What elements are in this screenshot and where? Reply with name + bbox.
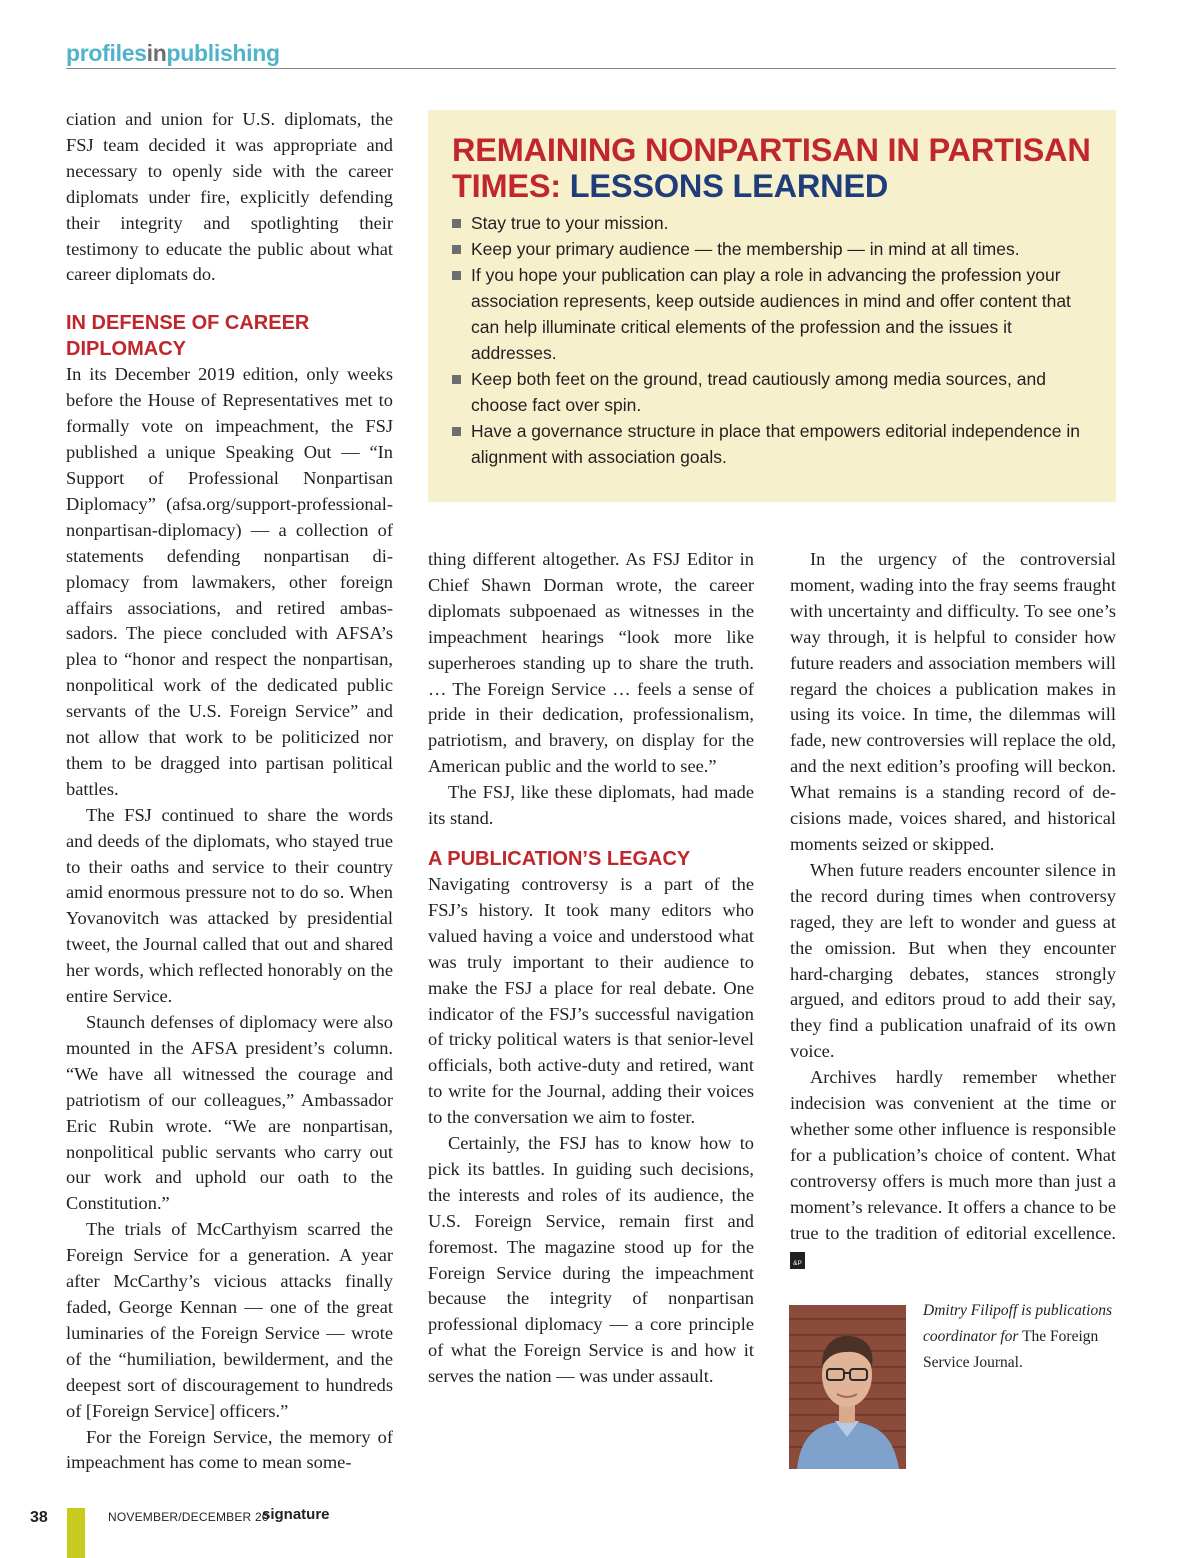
- end-mark-icon: AM &P: [790, 1252, 805, 1269]
- paragraph: ciation and union for U.S. diplomats, the FSJ team decided it was appropriate and necessary to openly side with the career diplomats under fire, explicitly defending their integrity and spotlighting their testimony to educate the public about what career diplomats do.: [66, 109, 393, 285]
- header-divider: [66, 68, 1116, 69]
- list-item: Keep your primary audience — the membership — in mind at all times.: [452, 236, 1092, 262]
- lessons-list: [452, 210, 1092, 470]
- list-item: Have a governance structure in place that empowers editorial independence in alignment with association goals.: [452, 418, 1092, 470]
- paragraph: Navigating controversy is a part of the FSJ’s history. It took many editors who valued having a voice and understood what was truly important to their audience to make the FSJ a place for real debate. One indicator of the FSJ’s successful navigation of tricky political waters is that senior-level officials, both active-duty and retired, want to write for the Journal, adding their voices to the conversation we aim to foster.: [428, 873, 754, 1128]
- sidebar-title: REMAINING NONPARTISAN IN PARTISAN TIMES: LESSONS LEARNED: [452, 132, 1091, 204]
- author-photo: [789, 1305, 906, 1469]
- paragraph: Certainly, the FSJ has to know how to pick its battles. In guiding such decisions, the interests and roles of its audience, the U.S. Foreign Service, remain first and foremost. The magazine stood up for the Foreign Service during the impeachment because the integrity of nonpartisan professional diplomacy — a core principle of what the Foreign Service is and how it serves the nation — was under assault.: [428, 1133, 754, 1387]
- list-item: Keep both feet on the ground, tread cautiously among media sources, and choose fact over spin.: [452, 366, 1092, 418]
- issue-date: NOVEMBER/DECEMBER 20: [108, 1510, 269, 1524]
- article-column-2: [428, 547, 754, 1390]
- article-column-3: [790, 547, 1116, 1272]
- section-heading: A PUBLICATION’S LEGACY: [428, 847, 691, 870]
- section-heading: IN DEFENSE OF CAREER DIPLOMACY: [66, 312, 310, 361]
- article-column-1: [66, 107, 393, 1476]
- paragraph: In its December 2019 edition, only weeks before the House of Representatives met to formally vote on impeachment, the FSJ published a unique Speaking Out — “In Support of Professional Nonpartisan Diplomacy” (afsa.org/support-professional-nonpartisan-diplomacy) — a collection of statements defending nonpartisan diplomacy from lawmakers, other foreign affairs associations, and retired ambassadors. The piece concluded with AFSA’s plea to “honor and respect the nonpartisan, nonpolitical work of the dedicated public servants of the U.S. Foreign Service” and not allow that work to be politicized nor them to be dragged into partisan political battles.: [66, 364, 393, 799]
- paragraph: The trials of McCarthyism scarred the Foreign Service for a generation. A year after McCarthy’s vicious attacks finally faded, George Kennan — one of the great luminaries of the Foreign Service — wrote of the “humiliation, bewilderment, and the deepest sort of discouragement to hundreds of [Foreign Service] officers.”: [66, 1219, 393, 1421]
- paragraph: Archives hardly remember whether indecision was convenient at the time or whether some other influence is responsible for a publication’s choice of content. What controversy offers is much more than just a moment’s relevance. It offers a chance to be true to the tradition of editorial excellence. AM &P: [790, 1067, 1116, 1267]
- square-bullet-icon: [452, 375, 461, 384]
- paragraph: The FSJ, like these diplomats, had made its stand.: [428, 782, 754, 829]
- paragraph: Staunch defenses of diplomacy were also mounted in the AFSA president’s column. “We have all witnessed the courage and patriotism of our colleagues,” Ambassador Eric Rubin wrote. “We are nonpartisan, nonpolitical public servants who carry out our work and uphold our oath to the Constitution.”: [66, 1012, 393, 1214]
- list-item: If you hope your publication can play a role in advancing the profession your association represents, keep outside audiences in mind and offer content that can help illuminate critical elements of the profession and the issues it addresses.: [452, 262, 1092, 366]
- square-bullet-icon: [452, 271, 461, 280]
- paragraph: The FSJ continued to share the words and deeds of the diplomats, who stayed true to their oaths and service to their country amid enormous pressure not to do so. When Yovanovitch was attacked by presidential tweet, the Journal called that out and shared her words, which reflected honorably on the entire Service.: [66, 804, 393, 1007]
- page-number: 38: [30, 1509, 48, 1526]
- author-portrait-image: [789, 1305, 906, 1469]
- paragraph: thing different altogether. As FSJ Editor in Chief Shawn Dorman wrote, the career diplomats subpoenaed as witnesses in the impeachment hearings “look more like superheroes standing up to share the truth. … The Foreign Service … feels a sense of pride in their dedication, professionalism, patriotism, and bravery, on display for the American public and the world to see.”: [428, 549, 754, 777]
- paragraph: When future readers encounter silence in the record during times when controversy raged, they are left to wonder and guess at the omission. But when they encounter hard-charging debates, stances strongly argued, and editors proud to add their say, they find a publication unafraid of its own voice.: [790, 859, 1116, 1062]
- section-name: profilesinpublishing: [66, 40, 280, 66]
- paragraph: For the Foreign Service, the memory of impeachment has come to mean some-: [66, 1426, 393, 1473]
- author-caption: Dmitry Filipoff is publications coordinator for The Foreign Service Journal.: [923, 1302, 1113, 1371]
- square-bullet-icon: [452, 245, 461, 254]
- magazine-name: signature: [262, 1506, 330, 1523]
- paragraph: In the urgency of the controversial moment, wading into the fray seems fraught with uncertainty and difficulty. To see one’s way through, it is helpful to consider how future readers and association members will regard the choices a publication makes in using its voice. In time, the dilemmas will fade, new controversies will replace the old, and the next edition’s proofing will beckon. What remains is a standing record of decisions made, voices shared, and historical moments seized or skipped.: [790, 549, 1116, 854]
- list-item: Stay true to your mission.: [452, 210, 1092, 236]
- lessons-sidebar: [428, 110, 1116, 502]
- square-bullet-icon: [452, 219, 461, 228]
- square-bullet-icon: [452, 427, 461, 436]
- footer-accent-bar: [67, 1508, 85, 1558]
- running-header: [66, 40, 1116, 70]
